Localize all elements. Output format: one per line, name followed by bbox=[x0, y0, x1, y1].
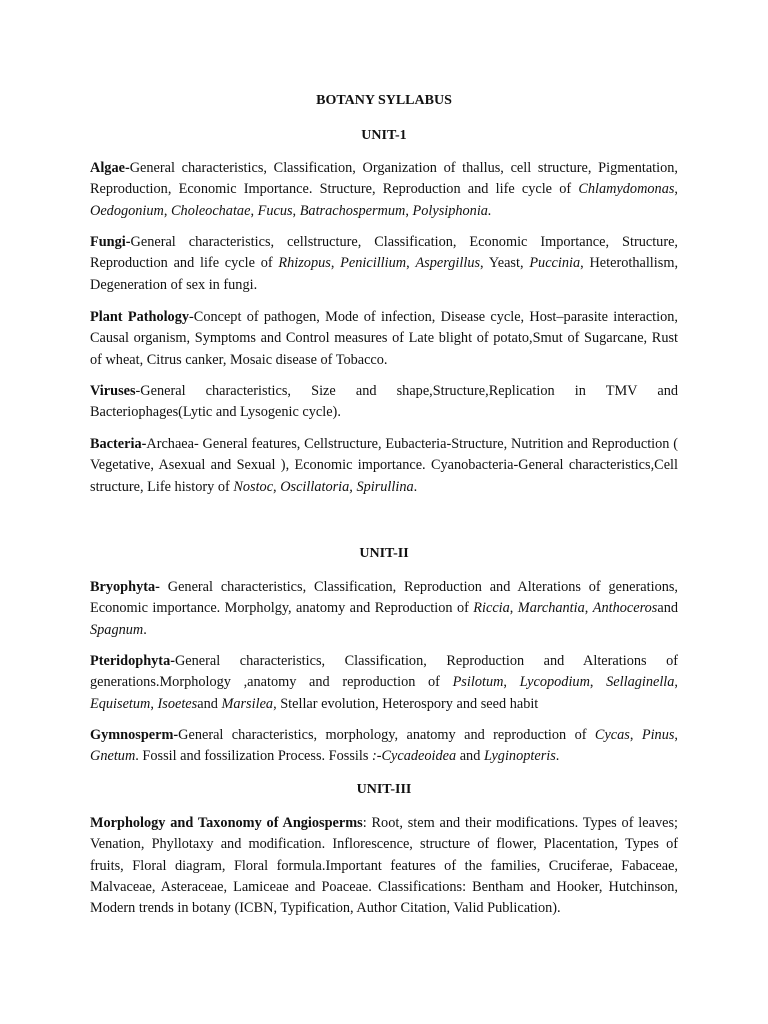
paragraph-algae bbox=[90, 158, 678, 222]
paragraph-gymnosperm bbox=[90, 725, 678, 768]
paragraph-pteridophyta bbox=[90, 651, 678, 715]
paragraph-text: , bbox=[629, 727, 642, 743]
paragraph-text: , bbox=[292, 202, 300, 219]
paragraph-term: Fungi- bbox=[90, 234, 131, 250]
species-name: Marchantia bbox=[517, 600, 585, 617]
paragraph-bryophyta bbox=[90, 577, 678, 641]
species-name: Puccinia bbox=[529, 255, 581, 272]
paragraph-term: Plant Pathology bbox=[90, 309, 190, 325]
paragraph-text: , bbox=[584, 600, 593, 617]
paragraph-text: and bbox=[456, 748, 484, 765]
species-name: Polysiphonia. bbox=[412, 202, 492, 219]
paragraph-text: , bbox=[405, 202, 413, 219]
unit-heading: UNIT-1 bbox=[361, 128, 407, 143]
paragraph-text: Archaea- General features, Cellstructure, Eubacteria-Structure, Nutrition and Reproduction ( Vegetative, Asexual and Sexual ), Economic importance. Cyanobacteria-General characteristics,Cell structure, Life history of bbox=[90, 436, 678, 495]
paragraph-term: Algae- bbox=[90, 160, 130, 176]
species-name: Fucus bbox=[257, 202, 293, 219]
species-name: Rhizopus bbox=[278, 255, 331, 272]
species-name: Psilotum bbox=[452, 674, 504, 691]
species-name: Aspergillus bbox=[415, 255, 481, 272]
paragraph-text: -General characteristics, Size and shape,Structure,Replication in TMV and Bacteriophages(Lytic and Lysogenic cycle). bbox=[90, 383, 678, 421]
paragraph-text: , bbox=[674, 727, 678, 743]
paragraph-text: , Heterothallism, Degeneration of sex in fungi. bbox=[90, 255, 679, 293]
paragraph-text: . bbox=[143, 621, 147, 638]
paragraph-text: and bbox=[657, 600, 678, 617]
paragraph-text: General characteristics, morphology, anatomy and reproduction of bbox=[178, 727, 595, 743]
paragraph-text: . bbox=[555, 748, 560, 765]
paragraph-text: General characteristics, Classification, Organization of thallus, cell structure, Pigmentation, Reproduction, Economic Importance. Structure, Reproduction and life cycle of bbox=[90, 160, 678, 198]
species-name: Riccia bbox=[473, 600, 510, 617]
species-name: Oedogonium bbox=[90, 202, 164, 219]
species-name: Batrachospermum bbox=[299, 202, 406, 219]
paragraph-term: Bacteria- bbox=[90, 436, 147, 452]
paragraph-text: , bbox=[330, 255, 341, 272]
paragraph-text: . bbox=[413, 478, 418, 495]
paragraph-text: , bbox=[150, 695, 158, 712]
paragraph-text: : Root, stem and their modifications. Types of leaves; Venation, Phyllotaxy and modification. Inflorescence, structure of flower, Placentation, Types of fruits, Floral diagram, Floral formula.Important features of the families, Cruciferae, Fabaceae, Malvaceae, Asteraceae, Lamiceae and Poaceae. Classifications: Bentham and Hooker, Hutchinson, Modern trends in botany (ICBN, Typification, Author Citation, Valid Publication). bbox=[90, 815, 678, 917]
paragraph-text: , bbox=[503, 674, 520, 691]
unit-heading: UNIT-II bbox=[359, 546, 409, 561]
species-name: Chlamydomonas bbox=[578, 181, 675, 198]
unit-heading: UNIT-III bbox=[356, 782, 412, 797]
paragraph-angiosperms bbox=[90, 813, 678, 919]
species-name: Gnetum bbox=[90, 748, 136, 765]
species-name: Cycas bbox=[594, 727, 630, 743]
paragraph-text: , bbox=[674, 181, 678, 198]
species-name: Spagnum bbox=[90, 621, 144, 638]
paragraph-text: General characteristics, Classification, Reproduction and Alterations of generations, Economic importance. Morpholgy, anatomy and Reproduction of bbox=[90, 579, 678, 617]
paragraph-text: -Concept of pathogen, Mode of infection, Disease cycle, Host–parasite interaction, Causal organism, Symptoms and Control measures of Late blight of potato,Smut of Sugarcane, Rust of wheat, Citrus canker, Mosaic disease of Tobacco. bbox=[90, 309, 678, 368]
species-name: Oscillatoria, Spirullina bbox=[280, 478, 414, 495]
paragraph-term: Gymnosperm- bbox=[90, 727, 179, 743]
paragraph-text: , Stellar evolution, Heterospory and seed habit bbox=[273, 695, 539, 712]
paragraph-text: , bbox=[509, 600, 518, 617]
paragraph-text: . Fossil and fossilization Process. Fossils bbox=[135, 748, 372, 765]
species-name: Sellaginella bbox=[606, 674, 675, 691]
paragraph-term: Morphology and Taxonomy of Angiosperms bbox=[90, 815, 363, 831]
species-name: :-Cycadeoidea bbox=[371, 748, 457, 765]
species-name: Penicillium bbox=[340, 255, 407, 272]
paragraph-fungi bbox=[90, 232, 678, 296]
paragraph-term: Pteridophyta- bbox=[90, 653, 175, 669]
species-name: Equisetum bbox=[90, 695, 151, 712]
paragraph-text: and bbox=[197, 695, 222, 712]
paragraph-text: , bbox=[589, 674, 607, 691]
paragraph-text: General characteristics, Classification, Reproduction and Alterations of generations.Morphology ,anatomy and reproduction of bbox=[90, 653, 678, 691]
species-name: Pinus bbox=[641, 727, 675, 743]
species-name: Marsilea bbox=[221, 695, 274, 712]
paragraph-text: , bbox=[250, 202, 258, 219]
paragraph-bacteria bbox=[90, 434, 678, 498]
paragraph-term: Viruses bbox=[90, 383, 136, 399]
paragraph-text: , bbox=[163, 202, 172, 219]
species-name: Isoetes bbox=[157, 695, 198, 712]
species-name: Anthoceros bbox=[592, 600, 658, 617]
paragraph-term: Bryophyta- bbox=[90, 579, 160, 595]
paragraph-text: , bbox=[406, 255, 416, 272]
paragraph-text: General characteristics, cellstructure, Classification, Economic Importance, Structure, Reproduction and life cycle of bbox=[90, 234, 678, 272]
paragraph-viruses bbox=[90, 381, 678, 424]
paragraph-text: , Yeast, bbox=[480, 255, 530, 272]
species-name: Lyginopteris bbox=[483, 748, 556, 765]
paragraph-text: , bbox=[273, 478, 281, 495]
document-title: BOTANY SYLLABUS bbox=[316, 93, 452, 108]
paragraph-plant-pathology bbox=[90, 307, 678, 371]
species-name: Choleochatae bbox=[171, 202, 251, 219]
species-name: Nostoc bbox=[233, 478, 274, 495]
species-name: Lycopodium bbox=[519, 674, 590, 691]
paragraph-text: , bbox=[674, 674, 678, 691]
